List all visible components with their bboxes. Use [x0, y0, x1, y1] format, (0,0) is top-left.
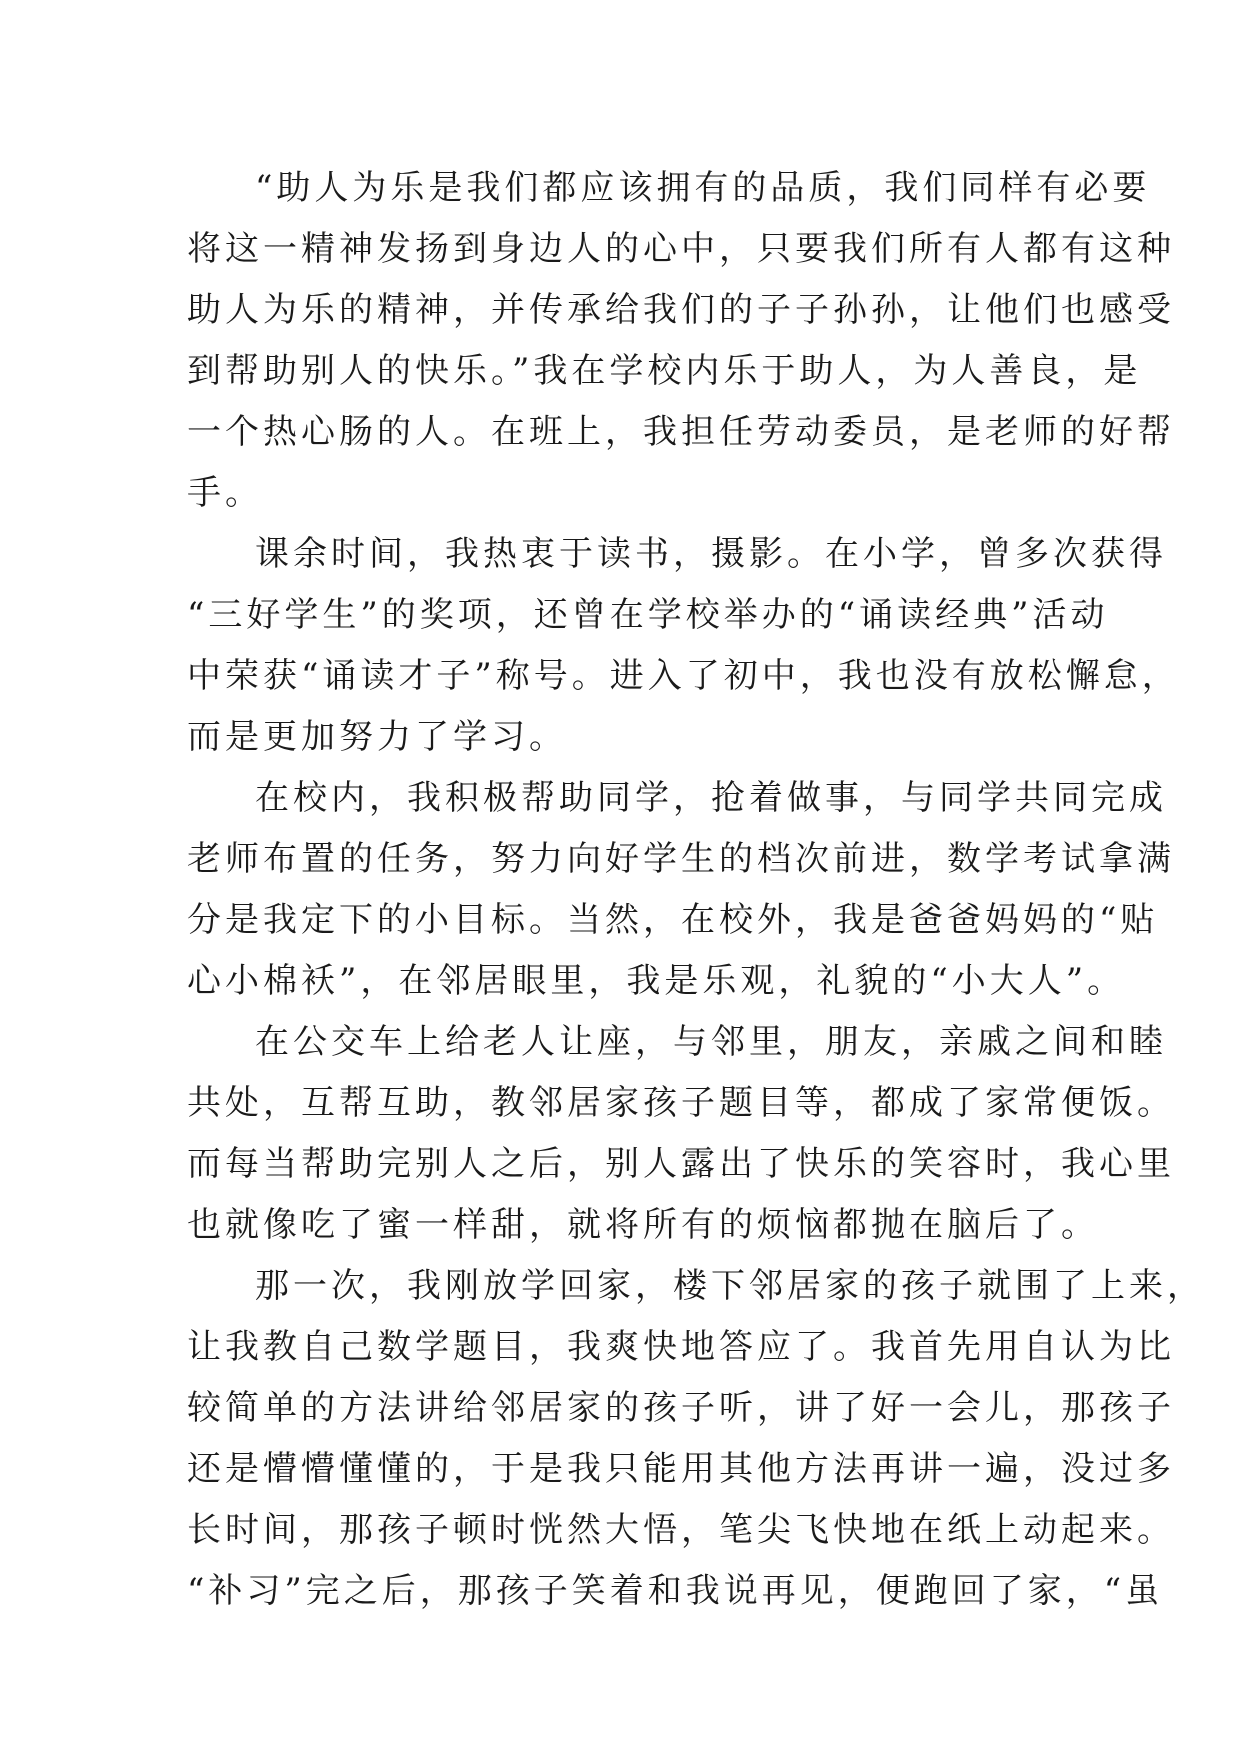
text-line: 到帮助别人的快乐。”我在学校内乐于助人，为人善良，是 — [187, 351, 1142, 391]
text-line: 那一次，我刚放学回家，楼下邻居家的孩子就围了上来， — [255, 1266, 1205, 1306]
text-line: 课余时间，我热衷于读书，摄影。在小学，曾多次获得 — [255, 534, 1167, 574]
text-line: 中荣获“诵读才子”称号。进入了初中，我也没有放松懈怠， — [187, 656, 1180, 696]
text-line: 而是更加努力了学习。 — [187, 717, 567, 757]
text-line: 较简单的方法讲给邻居家的孩子听，讲了好一会儿，那孩子 — [187, 1388, 1175, 1428]
text-line: 一个热心肠的人。在班上，我担任劳动委员，是老师的好帮 — [187, 412, 1175, 452]
text-line: 分是我定下的小目标。当然，在校外，我是爸爸妈妈的“贴 — [187, 900, 1159, 940]
text-line: 让我教自己数学题目，我爽快地答应了。我首先用自认为比 — [187, 1327, 1175, 1367]
text-line: “助人为乐是我们都应该拥有的品质，我们同样有必要 — [255, 168, 1151, 208]
text-line: 在公交车上给老人让座，与邻里，朋友，亲戚之间和睦 — [255, 1022, 1167, 1062]
essay-text — [187, 158, 1205, 1622]
text-line: 老师布置的任务，努力向好学生的档次前进，数学考试拿满 — [187, 839, 1175, 879]
text-line: 将这一精神发扬到身边人的心中，只要我们所有人都有这种 — [187, 229, 1175, 269]
text-line: 助人为乐的精神，并传承给我们的子子孙孙，让他们也感受 — [187, 290, 1175, 330]
text-line: “三好学生”的奖项，还曾在学校举办的“诵读经典”活动 — [187, 595, 1109, 635]
text-line: 还是懵懵懂懂的，于是我只能用其他方法再讲一遍，没过多 — [187, 1449, 1175, 1489]
text-line: 也就像吃了蜜一样甜，就将所有的烦恼都抛在脑后了。 — [187, 1205, 1099, 1245]
text-line: 共处，互帮互助，教邻居家孩子题目等，都成了家常便饭。 — [187, 1083, 1175, 1123]
text-line: 长时间，那孩子顿时恍然大悟，笔尖飞快地在纸上动起来。 — [187, 1510, 1175, 1550]
text-line: 手。 — [187, 473, 263, 513]
text-line: 在校内，我积极帮助同学，抢着做事，与同学共同完成 — [255, 778, 1167, 818]
text-line: “补习”完之后，那孩子笑着和我说再见，便跑回了家，“虽 — [187, 1571, 1164, 1611]
text-line: 心小棉袄”，在邻居眼里，我是乐观，礼貌的“小大人”。 — [187, 961, 1126, 1001]
text-line: 而每当帮助完别人之后，别人露出了快乐的笑容时，我心里 — [187, 1144, 1175, 1184]
